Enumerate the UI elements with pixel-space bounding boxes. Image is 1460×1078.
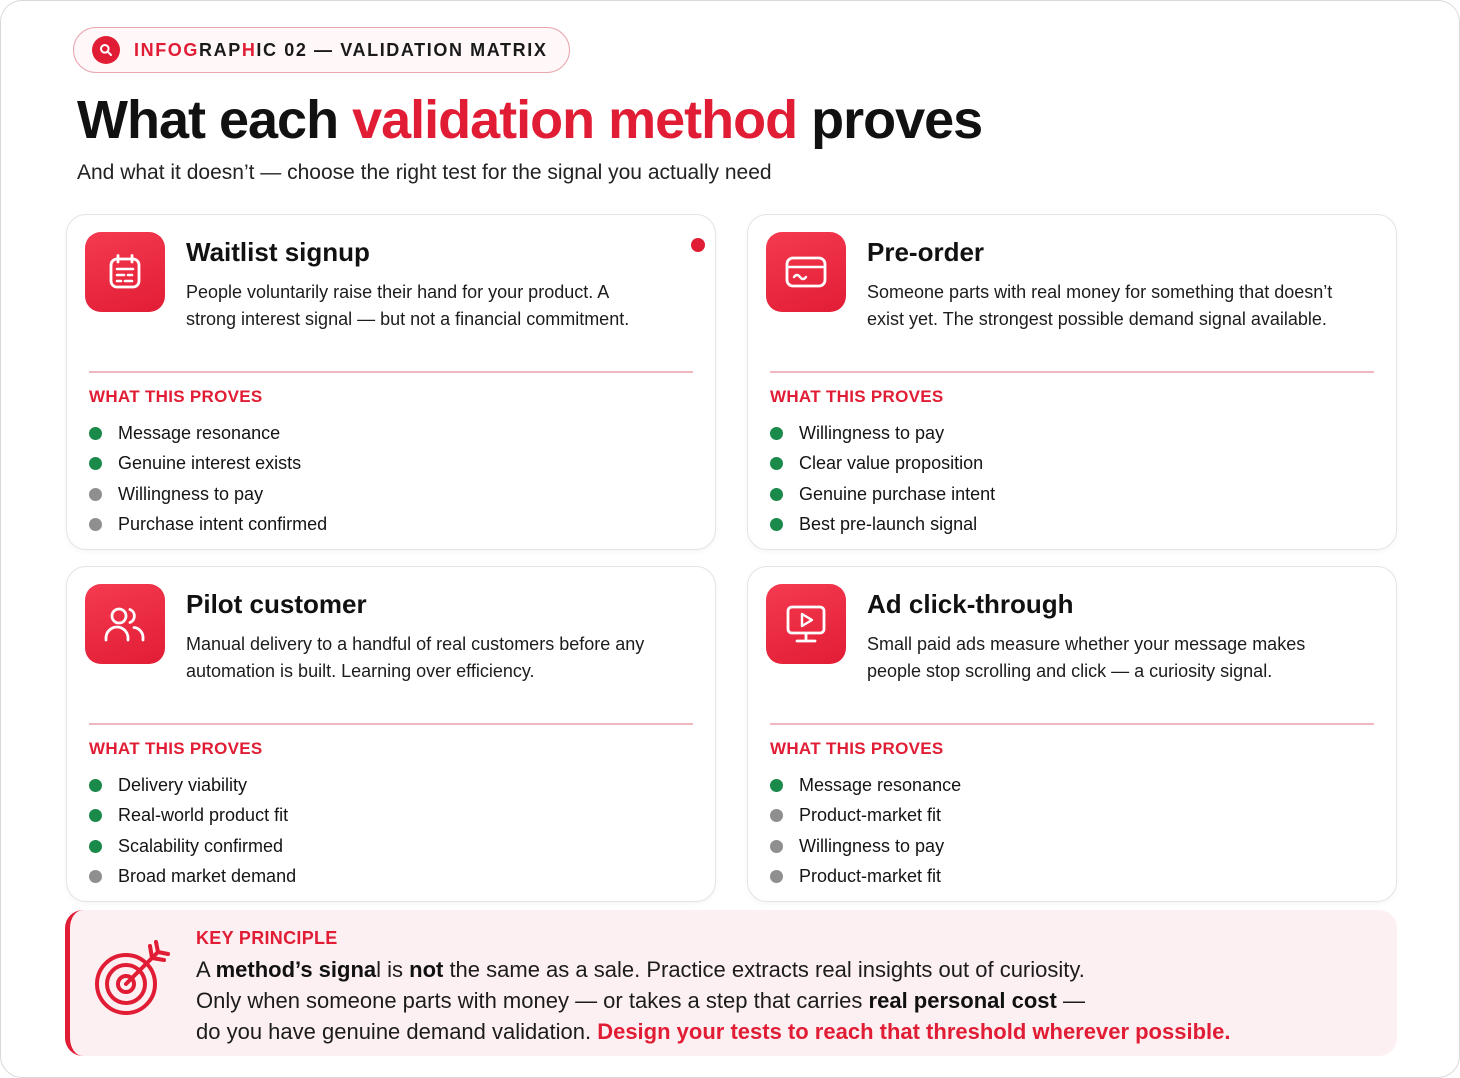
list-item: Willingness to pay bbox=[770, 418, 995, 449]
list-item: Message resonance bbox=[770, 770, 961, 801]
page-subtitle: And what it doesn’t — choose the right test for the signal you actually need bbox=[77, 161, 772, 184]
card-pre-order bbox=[747, 214, 1397, 550]
key-principle-text bbox=[196, 954, 1230, 1047]
card-title: Waitlist signup bbox=[186, 237, 370, 267]
list-item: Best pre-launch signal bbox=[770, 510, 995, 541]
proves-list bbox=[770, 418, 995, 540]
card-title: Ad click-through bbox=[867, 589, 1074, 619]
status-dot-weak bbox=[89, 518, 102, 531]
status-dot-good bbox=[89, 779, 102, 792]
status-dot-good bbox=[770, 779, 783, 792]
list-item: Real-world product fit bbox=[89, 801, 296, 832]
card-waitlist-signup bbox=[66, 214, 716, 550]
credit-card-icon bbox=[766, 232, 846, 312]
proves-label: WHAT THIS PROVES bbox=[89, 387, 263, 406]
card-divider bbox=[770, 371, 1374, 373]
badge-text: INFOGRAPHIC 02 — VALIDATION MATRIX bbox=[134, 39, 548, 60]
card-pilot-customer bbox=[66, 566, 716, 902]
status-dot-good bbox=[770, 457, 783, 470]
list-item: Genuine interest exists bbox=[89, 449, 327, 480]
status-dot-good bbox=[89, 427, 102, 440]
key-principle-callout bbox=[65, 910, 1397, 1056]
card-divider bbox=[89, 371, 693, 373]
status-dot-good bbox=[770, 488, 783, 501]
card-title: Pre-order bbox=[867, 237, 985, 267]
list-item: Product-market fit bbox=[770, 862, 961, 893]
status-dot-good bbox=[89, 840, 102, 853]
card-divider bbox=[89, 723, 693, 725]
key-line-3: do you have genuine demand validation. Design your tests to reach that threshold wherever possible. bbox=[196, 1019, 1231, 1044]
card-description: Small paid ads measure whether your message makes people stop scrolling and click — a curiosity signal. bbox=[867, 634, 1306, 681]
list-item: Willingness to pay bbox=[89, 479, 327, 510]
proves-label: WHAT THIS PROVES bbox=[770, 739, 944, 758]
proves-list bbox=[89, 770, 296, 892]
status-dot-good bbox=[89, 457, 102, 470]
status-dot-weak bbox=[770, 840, 783, 853]
key-line-2: Only when someone parts with money — or takes a step that carries real personal cost — bbox=[196, 988, 1085, 1013]
list-item: Product-market fit bbox=[770, 801, 961, 832]
list-item: Scalability confirmed bbox=[89, 831, 296, 862]
proves-list bbox=[770, 770, 961, 892]
key-line-1: A method’s signal is not the same as a sale. Practice extracts real insights out of curiosity. bbox=[196, 957, 1085, 982]
list-item: Message resonance bbox=[89, 418, 327, 449]
card-ad-click-through bbox=[747, 566, 1397, 902]
proves-list bbox=[89, 418, 327, 540]
list-item: Delivery viability bbox=[89, 770, 296, 801]
card-divider bbox=[770, 723, 1374, 725]
card-description: Someone parts with real money for something that doesn’t exist yet. The strongest possible demand signal available. bbox=[867, 282, 1333, 329]
search-icon bbox=[92, 36, 120, 64]
status-dot-weak bbox=[89, 488, 102, 501]
status-dot-weak bbox=[89, 870, 102, 883]
status-dot-good bbox=[89, 809, 102, 822]
card-description: Manual delivery to a handful of real customers before any automation is built. Learning over efficiency. bbox=[186, 634, 645, 681]
clipboard-icon bbox=[85, 232, 165, 312]
key-principle-label: KEY PRINCIPLE bbox=[196, 928, 338, 948]
target-arrow-icon bbox=[92, 936, 174, 1018]
proves-label: WHAT THIS PROVES bbox=[770, 387, 944, 406]
list-item: Clear value proposition bbox=[770, 449, 995, 480]
status-dot-good bbox=[770, 427, 783, 440]
proves-label: WHAT THIS PROVES bbox=[89, 739, 263, 758]
page-title: What each validation method proves bbox=[77, 90, 983, 150]
status-dot-weak bbox=[770, 809, 783, 822]
status-dot-good bbox=[770, 518, 783, 531]
card-description: People voluntarily raise their hand for your product. A strong interest signal — but not a financial commitment. bbox=[186, 282, 630, 329]
list-item: Genuine purchase intent bbox=[770, 479, 995, 510]
list-item: Broad market demand bbox=[89, 862, 296, 893]
status-dot-weak bbox=[770, 870, 783, 883]
list-item: Willingness to pay bbox=[770, 831, 961, 862]
users-icon bbox=[85, 584, 165, 664]
infographic-badge bbox=[73, 27, 570, 73]
highlight-dot bbox=[691, 238, 705, 252]
card-title: Pilot customer bbox=[186, 589, 367, 619]
list-item: Purchase intent confirmed bbox=[89, 510, 327, 541]
monitor-play-icon bbox=[766, 584, 846, 664]
